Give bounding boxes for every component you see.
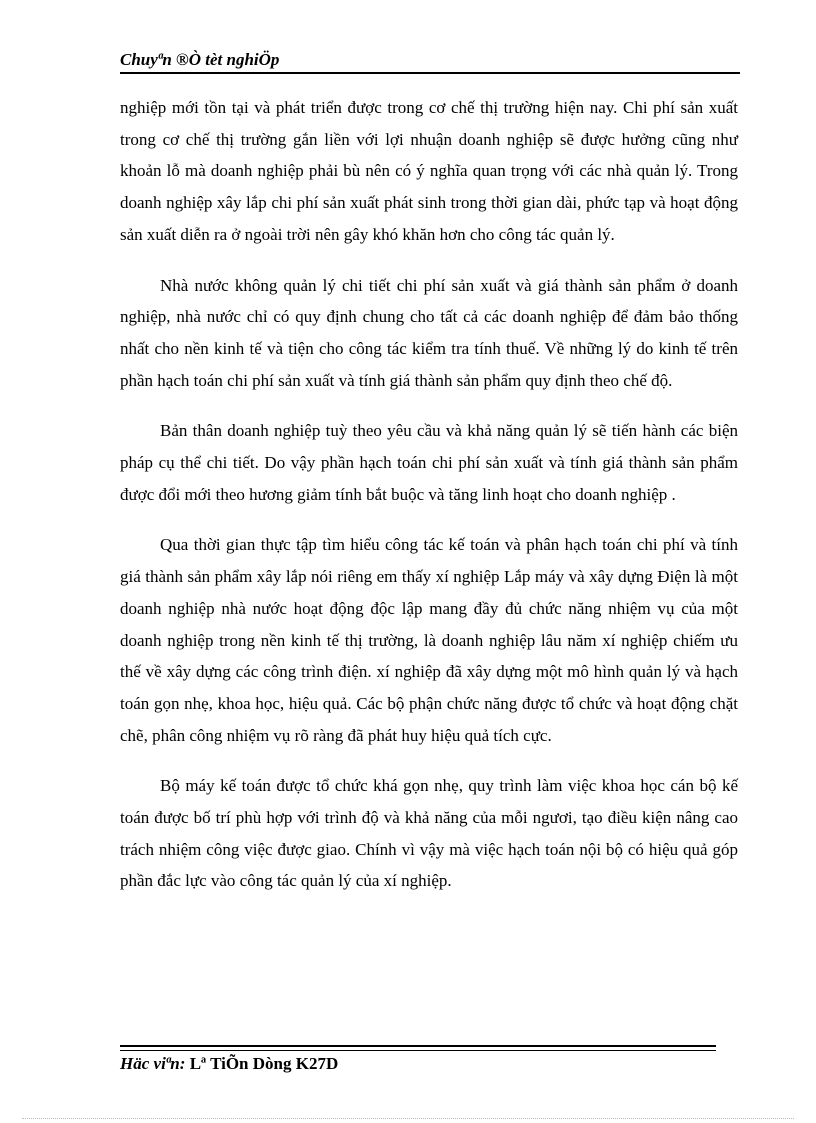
paragraph-2: Nhà nước không quản lý chi tiết chi phí sản xuất và giá thành sản phẩm ở doanh nghiệp, nhà nước chỉ có quy định chung cho tất cả các doanh nghiệp để đảm bảo thống nhất cho nền kinh tế và tiện cho công tác kiểm tra tính thuế. Về những lý do kinh tế trên phần hạch toán chi phí sản xuất và tính giá thành sản phẩm quy định theo chế độ. bbox=[120, 275, 738, 390]
footer-divider bbox=[120, 1045, 716, 1047]
paragraph-4: Qua thời gian thực tập tìm hiểu công tác kế toán và phân hạch toán chi phí và tính giá thành sản phẩm xây lắp nói riêng em thấy xí nghiệp Lắp máy và xây dựng Điện là một doanh nghiệp nhà nước hoạt động độc lập mang đầy đủ chức năng nhiệm vụ của một doanh nghiệp trong nền kinh tế thị trường, là doanh nghiệp lâu năm xí nghiệp chiếm ưu thế về xây dựng các công trình điện. xí nghiệp đã xây dựng một mô hình quản lý và hạch toán gọn nhẹ, khoa học, hiệu quả. Các bộ phận chức năng được tổ chức và hoạt động chặt chẽ, phân công nhiệm vụ rõ ràng đã phát huy hiệu quả tích cực. bbox=[120, 535, 738, 745]
document-body bbox=[120, 92, 738, 916]
paragraph-3: Bản thân doanh nghiệp tuỳ theo yêu cầu và khả năng quản lý sẽ tiến hành các biện pháp cụ thể chi tiết. Do vậy phần hạch toán chi phí sản xuất và tính giá thành sản phẩm được đổi mới theo hương giảm tính bắt buộc và tăng linh hoạt cho doanh nghiệp . bbox=[120, 421, 738, 504]
paragraph-1: nghiệp mới tồn tại và phát triển được trong cơ chế thị trường hiện nay. Chi phí sản xuất trong cơ chế thị trường gắn liền với lợi nhuận doanh nghiệp sẽ được hưởng cũng như khoản lỗ mà doanh nghiệp phải bù nên có ý nghĩa quan trọng với các nhà quản lý. Trong doanh nghiệp xây lắp chi phí sản xuất phát sinh trong thời gian dài, phức tạp và hoạt động sản xuất diễn ra ở ngoài trời nên gây khó khăn hơn cho công tác quản lý. bbox=[120, 98, 738, 244]
header-divider bbox=[120, 72, 740, 74]
footer-author: Lª TiÕn Dòng K27D bbox=[189, 1054, 339, 1073]
page-footer bbox=[120, 1054, 338, 1074]
paragraph-5: Bộ máy kế toán được tổ chức khá gọn nhẹ, quy trình làm việc khoa học cán bộ kế toán được bố trí phù hợp với trình độ và khả năng của mỗi ngươi, tạo điều kiện nâng cao trách nhiệm công việc được giao. Chính vì vậy mà việc hạch toán nội bộ có hiệu quả góp phần đắc lực vào công tác quản lý của xí nghiệp. bbox=[120, 776, 738, 891]
page-bottom-border bbox=[22, 1118, 794, 1119]
header-title: Chuyªn ®Ò tèt nghiÖp bbox=[120, 50, 280, 69]
footer-label: Häc viªn: bbox=[120, 1054, 186, 1073]
page-header bbox=[120, 48, 740, 74]
footer-divider-thin bbox=[120, 1050, 716, 1051]
